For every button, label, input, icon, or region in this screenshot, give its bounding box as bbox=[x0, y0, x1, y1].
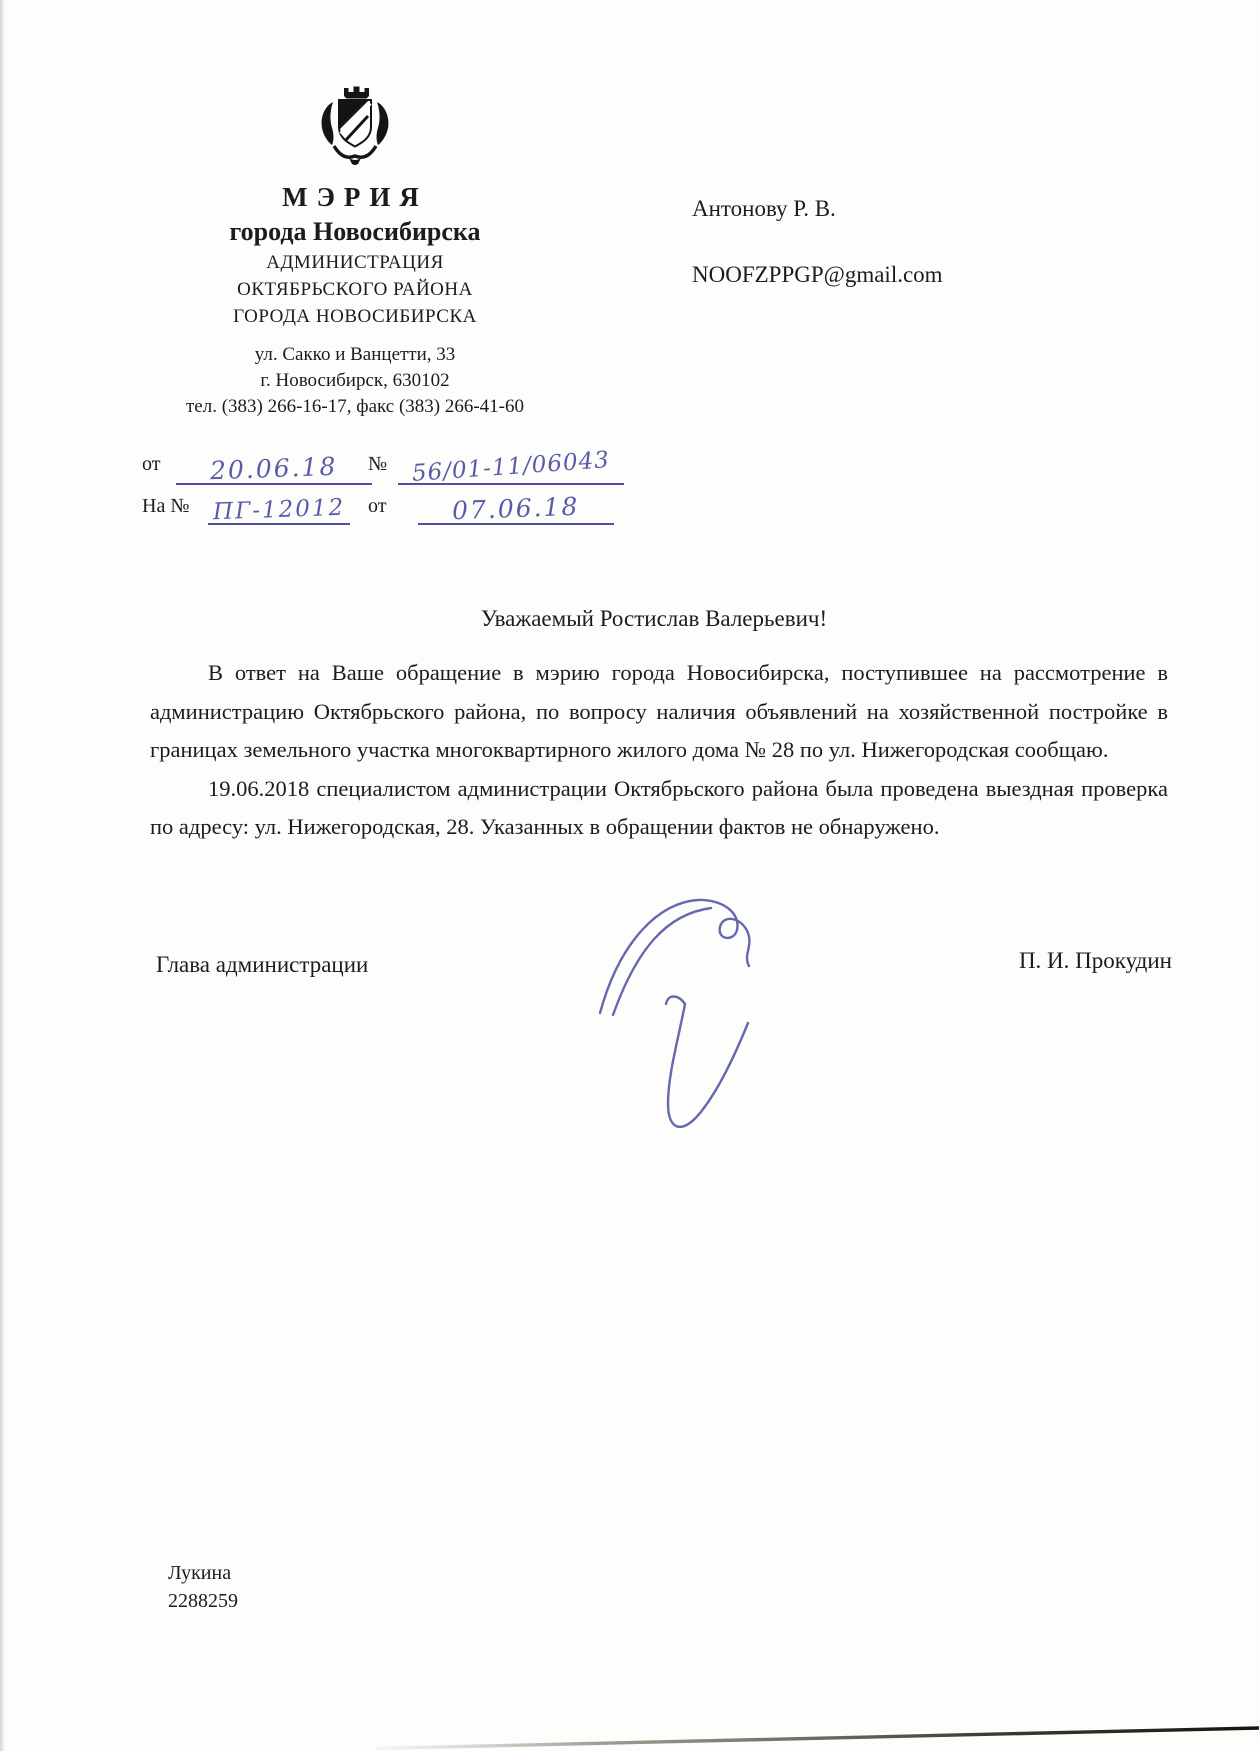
org-name-line-1: МЭРИЯ bbox=[282, 182, 428, 212]
org-name-line-2: города Новосибирска bbox=[229, 217, 481, 246]
address-city: г. Новосибирск, 630102 bbox=[260, 370, 450, 391]
salutation: Уважаемый Ростислав Валерьевич! bbox=[480, 606, 828, 631]
ref-on-number-label: На № bbox=[142, 495, 190, 517]
ref-incoming-date-handwritten: 07.06.18 bbox=[451, 491, 581, 526]
coat-of-arms-icon bbox=[303, 84, 407, 176]
ref-incoming-number-field bbox=[208, 476, 350, 525]
scan-left-edge bbox=[0, 0, 5, 1751]
body-paragraph-1: В ответ на Ваше обращение в мэрию города Новосибирска, поступившее на рассмотрение в администрацию Октябрьского района, по вопросу наличия объявлений на хозяйственной постройке в границах земельного участка многоквартирного жилого дома № 28 по ул. Нижегородская сообщаю. bbox=[150, 660, 1168, 762]
signer-title: Глава администрации bbox=[156, 952, 369, 977]
org-name-line-5: ГОРОДА НОВОСИБИРСКА bbox=[233, 306, 477, 327]
body-paragraph-2: 19.06.2018 специалистом администрации Октябрьского района была проведена выездная проверка по адресу: ул. Нижегородская, 28. Указанных в обращении фактов не обнаружено. bbox=[150, 775, 1168, 839]
address-phone-fax: тел. (383) 266-16-17, факс (383) 266-41-60 bbox=[185, 396, 525, 417]
ref-from-label: от bbox=[142, 453, 161, 475]
ref-number-label: № bbox=[368, 453, 388, 475]
executor-phone: 2288259 bbox=[168, 1590, 238, 1612]
addressee-email: NOOFZPPGP@gmail.com bbox=[692, 262, 943, 287]
addressee-name: Антонову Р. В. bbox=[692, 196, 836, 221]
ref-incoming-number-handwritten: ПГ-12012 bbox=[212, 494, 346, 526]
ref-incoming-from-label: от bbox=[368, 495, 387, 517]
org-name-line-3: АДМИНИСТРАЦИЯ bbox=[266, 252, 444, 273]
handwritten-signature-icon bbox=[565, 878, 765, 1148]
ref-incoming-date-field bbox=[418, 476, 614, 525]
ref-number-handwritten: 56/01-11/06043 bbox=[411, 447, 611, 487]
address-street: ул. Сакко и Ванцетти, 33 bbox=[254, 344, 456, 365]
ref-date-handwritten: 20.06.18 bbox=[209, 451, 339, 486]
letterhead bbox=[130, 84, 580, 418]
letter-body bbox=[150, 654, 1168, 847]
executor-name: Лукина bbox=[168, 1562, 232, 1584]
org-name-line-4: ОКТЯБРЬСКОГО РАЙОНА bbox=[237, 279, 473, 300]
signer-name: П. И. Прокудин bbox=[1018, 948, 1172, 973]
scan-bottom-line bbox=[0, 1714, 1259, 1751]
